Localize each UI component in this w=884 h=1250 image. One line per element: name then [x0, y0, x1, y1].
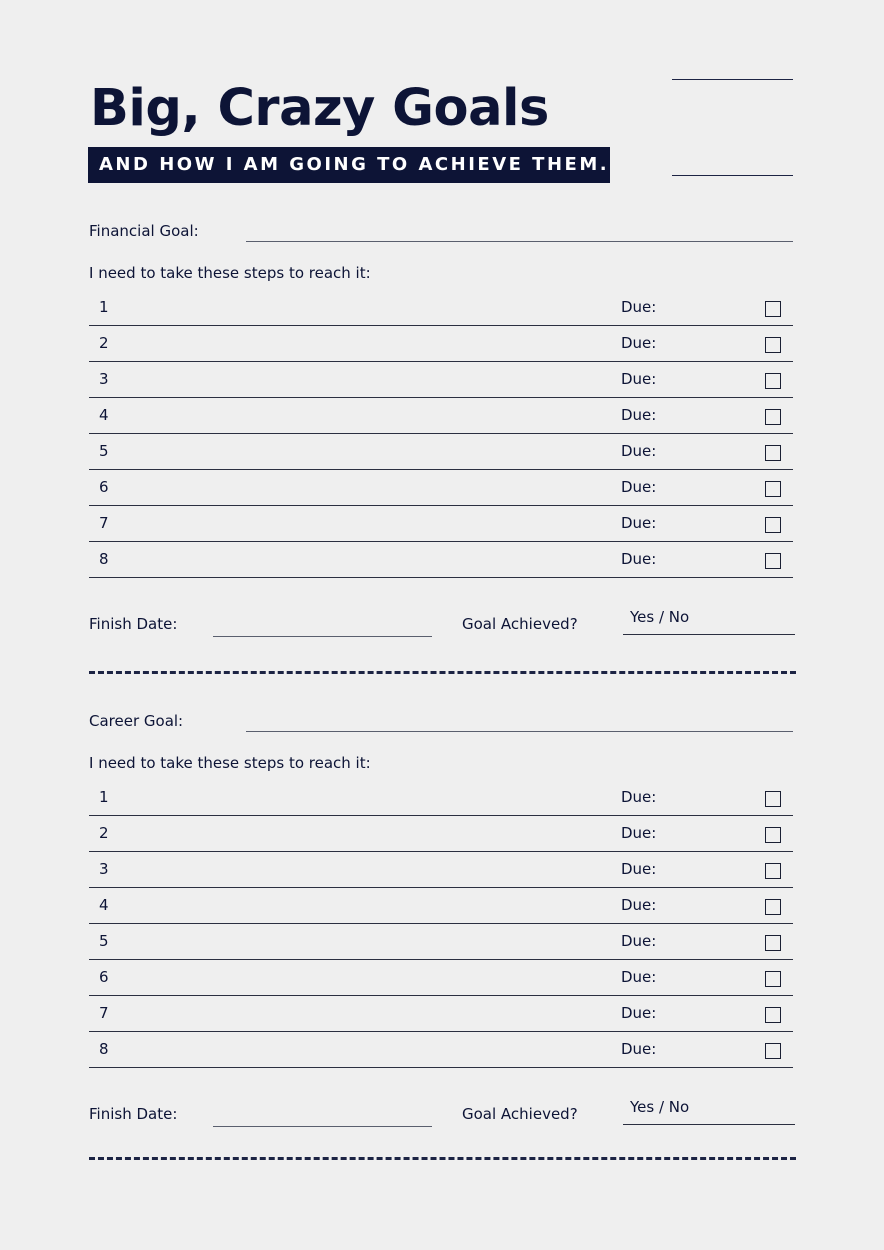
step-number: 8 — [99, 1040, 109, 1058]
page-subtitle-banner: AND HOW I AM GOING TO ACHIEVE THEM. — [88, 147, 610, 183]
goal-achieved-line[interactable] — [623, 1124, 795, 1125]
due-label: Due: — [621, 298, 657, 316]
step-checkbox[interactable] — [765, 863, 781, 879]
step-number: 3 — [99, 860, 109, 878]
step-number: 5 — [99, 442, 109, 460]
due-label: Due: — [621, 968, 657, 986]
due-label: Due: — [621, 1004, 657, 1022]
step-number: 1 — [99, 298, 109, 316]
step-number: 6 — [99, 968, 109, 986]
step-checkbox[interactable] — [765, 373, 781, 389]
goal-achieved-label: Goal Achieved? — [462, 1105, 578, 1123]
step-checkbox[interactable] — [765, 791, 781, 807]
due-label: Due: — [621, 550, 657, 568]
step-checkbox[interactable] — [765, 409, 781, 425]
step-number: 7 — [99, 1004, 109, 1022]
step-number: 7 — [99, 514, 109, 532]
step-number: 4 — [99, 406, 109, 424]
due-label: Due: — [621, 334, 657, 352]
step-checkbox[interactable] — [765, 1007, 781, 1023]
due-label: Due: — [621, 406, 657, 424]
finish-date-line[interactable] — [213, 1126, 432, 1127]
career-goal-section — [0, 490, 884, 1123]
due-label: Due: — [621, 896, 657, 914]
step-checkbox[interactable] — [765, 935, 781, 951]
goal-label: Career Goal: — [89, 712, 184, 730]
step-checkbox[interactable] — [765, 1043, 781, 1059]
step-number: 4 — [99, 896, 109, 914]
goal-input-line[interactable] — [246, 241, 793, 242]
due-label: Due: — [621, 788, 657, 806]
step-row — [89, 924, 793, 960]
step-row — [89, 996, 793, 1032]
step-number: 6 — [99, 478, 109, 496]
step-checkbox[interactable] — [765, 971, 781, 987]
goal-achieved-label: Goal Achieved? — [462, 615, 578, 633]
step-number: 2 — [99, 824, 109, 842]
step-number: 2 — [99, 334, 109, 352]
step-checkbox[interactable] — [765, 899, 781, 915]
steps-list — [89, 780, 793, 1068]
step-row — [89, 434, 793, 470]
goal-input-line[interactable] — [246, 731, 793, 732]
due-label: Due: — [621, 1040, 657, 1058]
due-label: Due: — [621, 370, 657, 388]
step-row — [89, 326, 793, 362]
step-row — [89, 1032, 793, 1068]
yes-no-option[interactable]: Yes / No — [630, 1098, 690, 1116]
steps-prompt: I need to take these steps to reach it: — [89, 264, 371, 282]
step-checkbox[interactable] — [765, 827, 781, 843]
step-row — [89, 780, 793, 816]
page-title: Big, Crazy Goals — [90, 79, 549, 138]
due-label: Due: — [621, 824, 657, 842]
due-label: Due: — [621, 932, 657, 950]
finish-date-label: Finish Date: — [89, 1105, 178, 1123]
step-number: 3 — [99, 370, 109, 388]
step-number: 1 — [99, 788, 109, 806]
due-label: Due: — [621, 514, 657, 532]
section-divider — [89, 1157, 796, 1160]
yes-no-option[interactable]: Yes / No — [630, 608, 690, 626]
finish-date-label: Finish Date: — [89, 615, 178, 633]
step-checkbox[interactable] — [765, 301, 781, 317]
goal-label: Financial Goal: — [89, 222, 199, 240]
steps-prompt: I need to take these steps to reach it: — [89, 754, 371, 772]
due-label: Due: — [621, 478, 657, 496]
step-number: 5 — [99, 932, 109, 950]
step-checkbox[interactable] — [765, 337, 781, 353]
step-row — [89, 290, 793, 326]
due-label: Due: — [621, 442, 657, 460]
step-row — [89, 852, 793, 888]
due-label: Due: — [621, 860, 657, 878]
step-number: 8 — [99, 550, 109, 568]
step-row — [89, 362, 793, 398]
step-checkbox[interactable] — [765, 445, 781, 461]
step-row — [89, 888, 793, 924]
step-row — [89, 816, 793, 852]
step-row — [89, 960, 793, 996]
step-row — [89, 398, 793, 434]
